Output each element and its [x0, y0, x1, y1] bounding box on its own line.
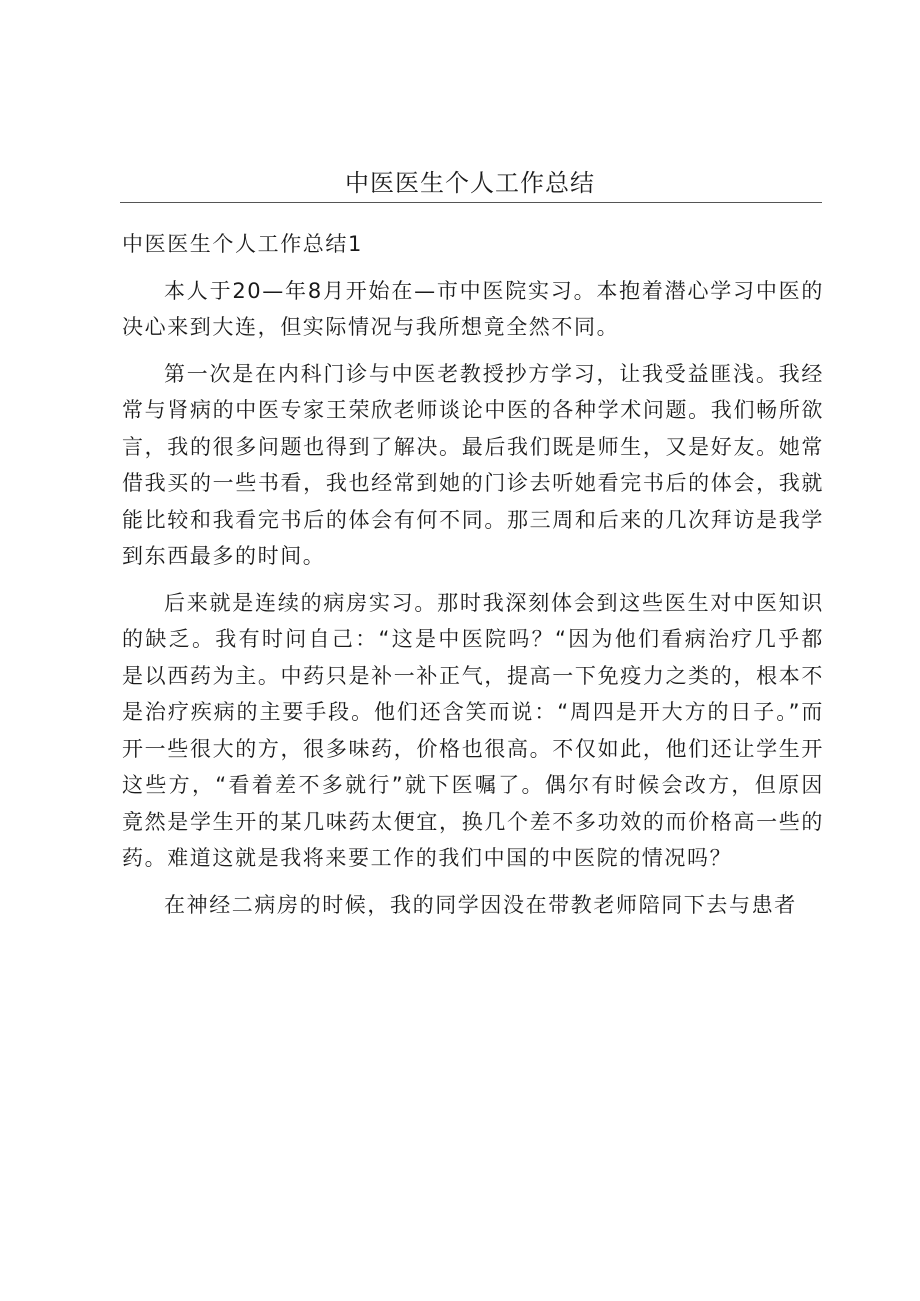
document-title: 中医医生个人工作总结 — [345, 169, 595, 197]
paragraph: 第一次是在内科门诊与中医老教授抄方学习，让我受益匪浅。我经常与肾病的中医专家王荣欣老师谈论中医的各种学术问题。我们畅所欲言，我的很多问题也得到了解决。最后我们既是师生，又是好友。她常借我买的一些书看，我也经常到她的门诊去听她看完书后的体会，我就能比较和我看完书后的体会有何不同。那三周和后来的几次拜访是我学到东西最多的时间。 — [122, 361, 824, 568]
document-body — [122, 226, 824, 933]
paragraph: 本人于20—年8月开始在—市中医院实习。本抱着潜心学习中医的决心来到大连，但实际情况与我所想竟全然不同。 — [122, 278, 824, 339]
paragraph: 后来就是连续的病房实习。那时我深刻体会到这些医生对中医知识的缺乏。我有时问自己：“这是中医院吗？“因为他们看病治疗几乎都是以西药为主。中药只是补一补正气，提高一下免疫力之类的，根本不是治疗疾病的主要手段。他们还含笑而说：“周四是开大方的日子。”而开一些很大的方，很多味药，价格也很高。不仅如此，他们还让学生开这些方，“看着差不多就行”就下医嘱了。偶尔有时候会改方，但原因竟然是学生开的某几味药太便宜，换几个差不多功效的而价格高一些的药。难道这就是我将来要工作的我们中国的中医院的情况吗？ — [122, 590, 824, 870]
paragraph: 在神经二病房的时候，我的同学因没在带教老师陪同下去与患者 — [164, 892, 797, 917]
section-heading: 中医医生个人工作总结1 — [122, 232, 363, 256]
title-divider — [120, 202, 822, 203]
